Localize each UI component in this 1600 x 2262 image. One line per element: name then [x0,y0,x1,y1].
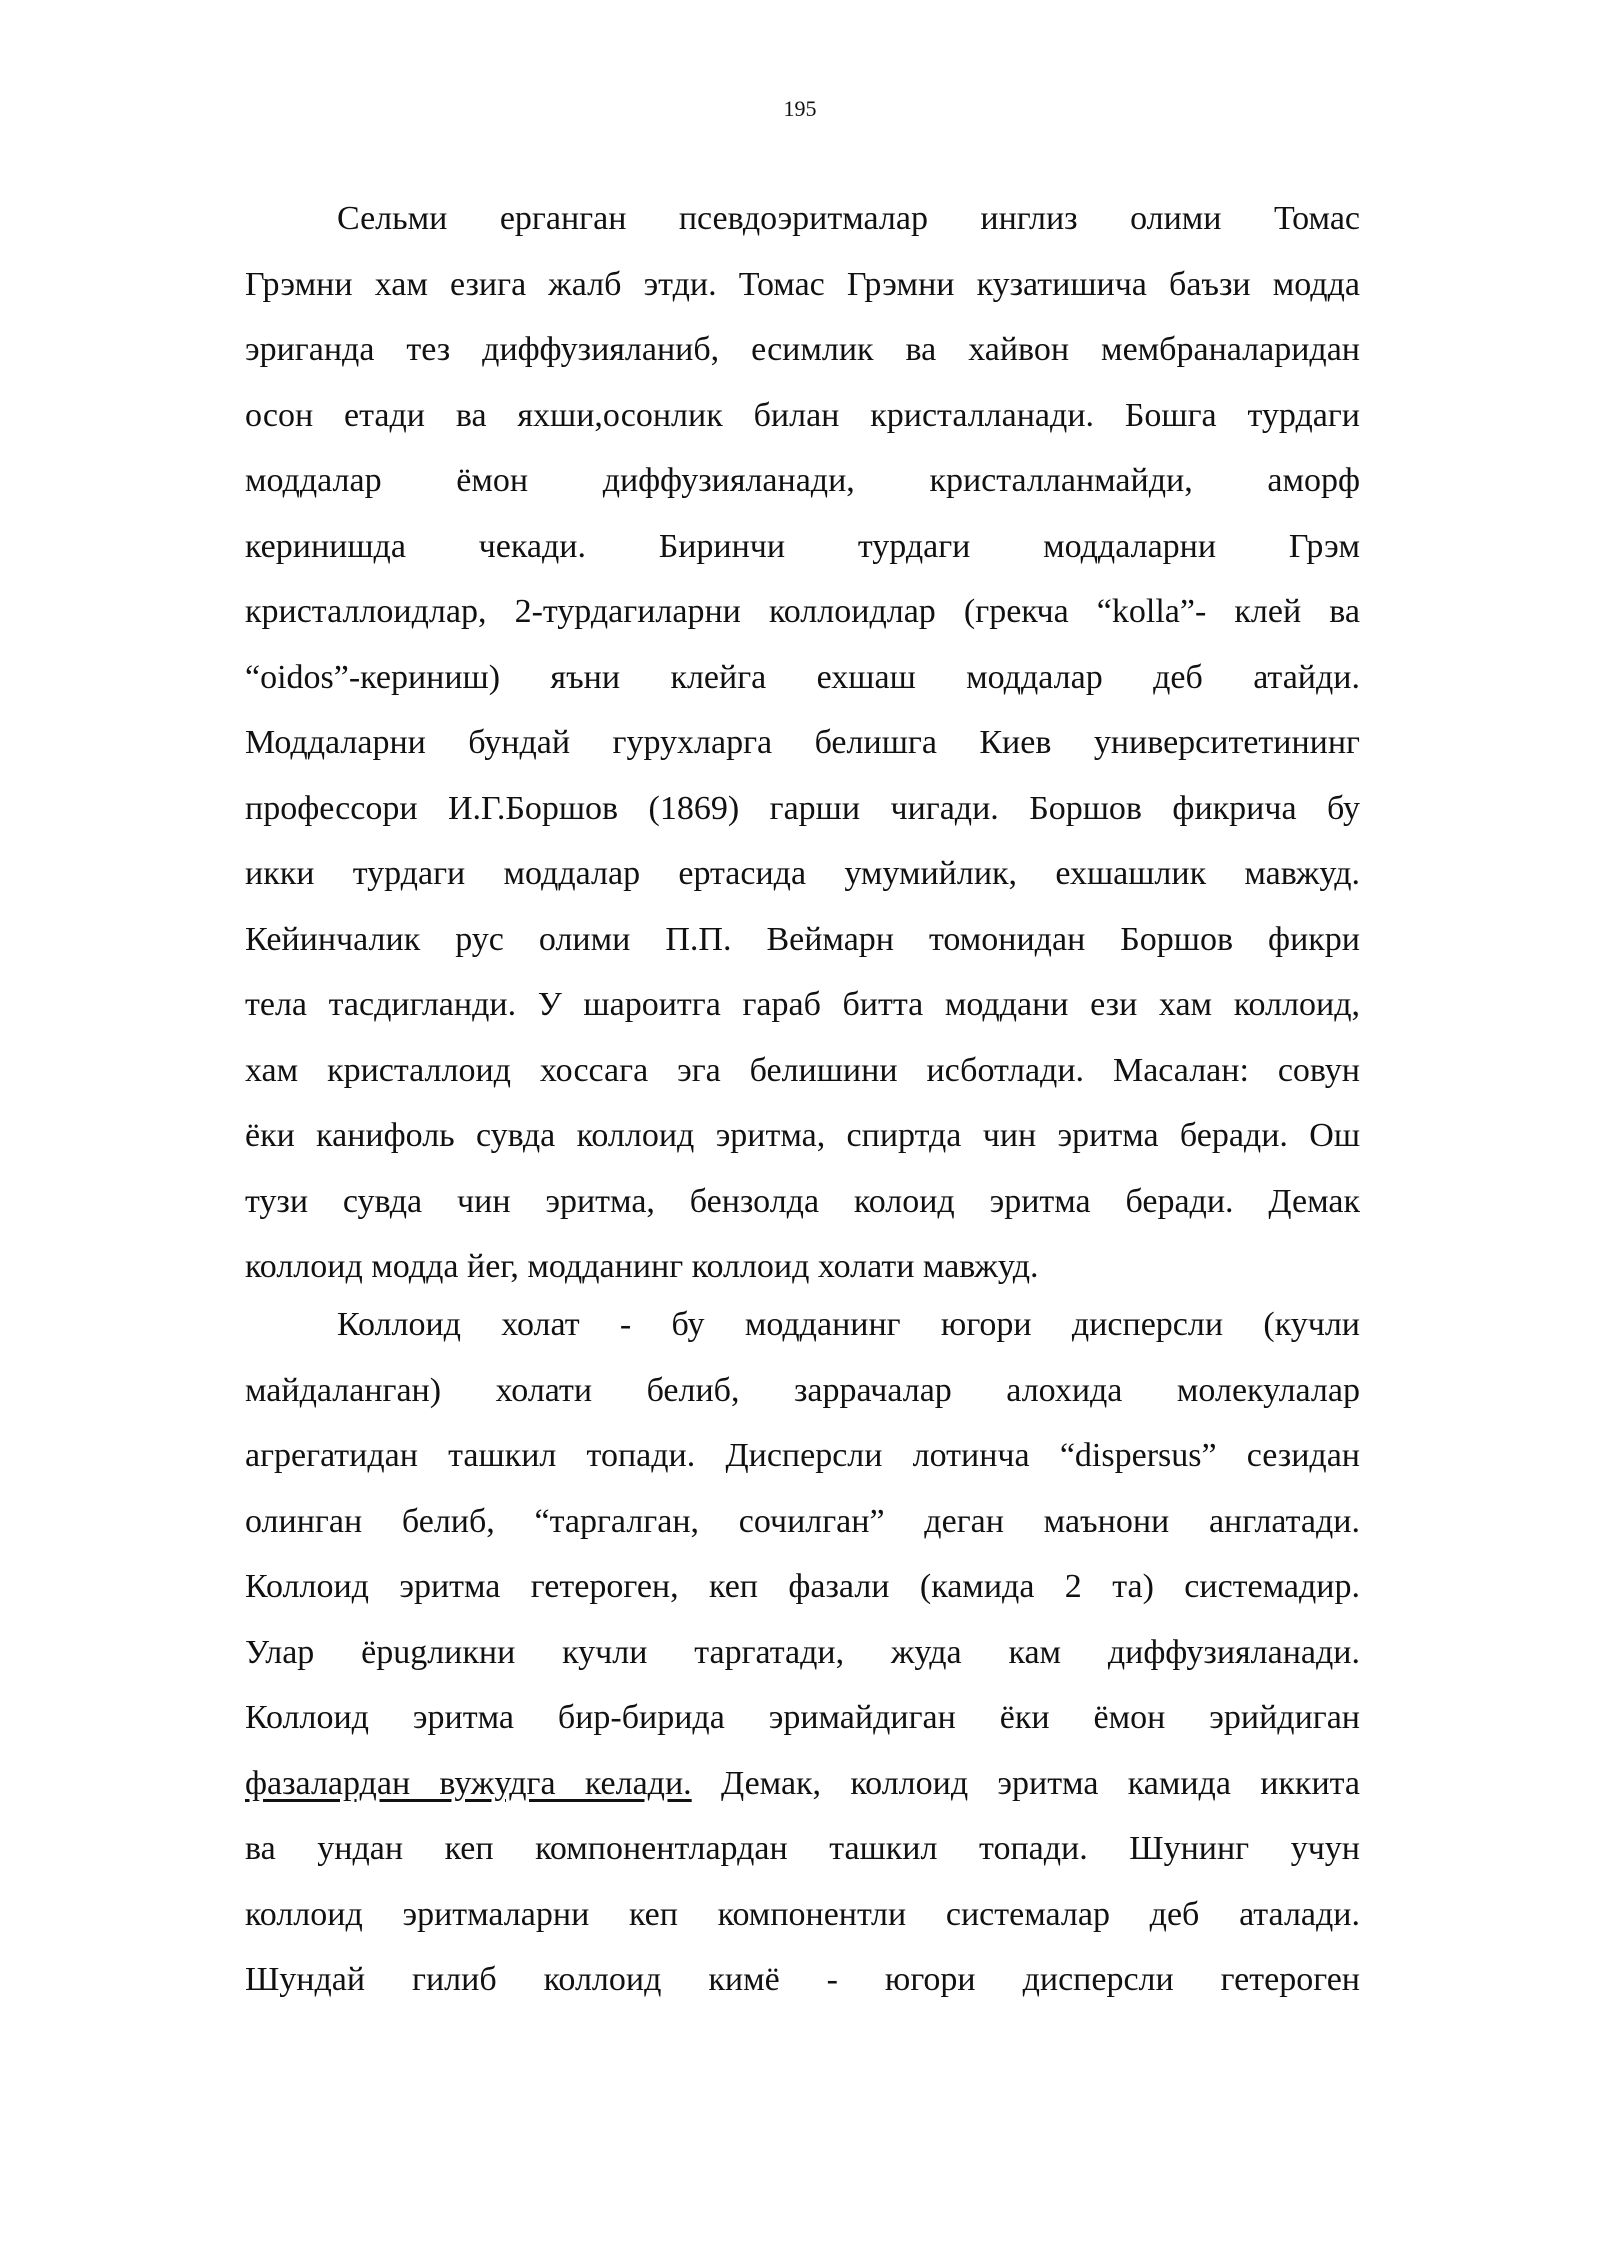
text-line: кристаллоидлар, 2-турдагиларни коллоидлар (грекча “kolla”- клей ва [245,593,1360,630]
text-line: ва ундан кеп компонентлардан ташкил топади. Шунинг учун [245,1830,1360,1867]
text-line: майдаланган) холати белиб, заррачалар алохида молекулалар [245,1371,1360,1409]
text-line: хам кристаллоид хоссага эга белишини исботлади. Масалан: совун [245,1051,1360,1089]
text-line: Коллоид холат - бу модданинг югори дисперсли (кучли [337,1306,1360,1343]
text-line: олинган белиб, “таргалган, сочилган” деган маънони англатади. [245,1502,1360,1540]
paragraph-2 [245,1292,1360,2013]
text-line: коллоид модда йег, модданинг коллоид холати мавжуд. [245,1248,1039,1285]
text-line: Сельми ерганган псевдоэритмалар инглиз олими Томас [337,200,1360,237]
text-line: тела тасдигланди. У шароитга гараб битта моддани ези хам коллоид, [245,986,1360,1023]
text-line: “oidos”-кериниш) яъни клейга ехшаш моддалар деб атайди. [245,658,1360,696]
page-number: 195 [783,96,817,121]
text-line: икки турдаги моддалар ертасида умумийлик, ехшашлик мавжуд. [245,855,1360,892]
text-line: Моддаларни бундай гурухларга белишга Киев университетининг [245,724,1360,761]
paragraph-1 [245,186,1360,1300]
text-line: профессори И.Г.Боршов (1869) гарши чигади. Боршов фикрича бу [245,789,1360,827]
text-line: осон етади ва яхши,осонлик билан кристалланади. Бошга турдаги [245,396,1360,434]
text-line: Коллоид эритма бир-бирида эримайдиган ёки ёмон эрийдиган [245,1699,1360,1736]
text-line: Шундай гилиб коллоид кимё - югори дисперсли гетероген [245,1961,1360,1998]
text-line: керинишда чекади. Биринчи турдаги моддаларни Грэм [245,527,1360,565]
text-line: агрегатидан ташкил топади. Дисперсли лотинча “dispersus” сезидан [245,1437,1360,1474]
text-line: Коллоид эритма гетероген, кеп фазали (камида 2 та) системадир. [245,1568,1360,1605]
text-line: Улар ёрugликни кучли таргатади, жуда кам диффузияланади. [245,1633,1360,1671]
text-line: тузи сувда чин эритма, бензолда колоид эритма беради. Демак [245,1182,1360,1220]
text-line: Грэмни хам езига жалб этди. Томас Грэмни кузатишича баъзи модда [245,265,1360,303]
text-fragment: Демак, коллоид эритма камида иккита [691,1764,1361,1802]
text-line: коллоид эритмаларни кеп компонентли системалар деб аталади. [245,1895,1360,1933]
text-line: моддалар ёмон диффузияланади, кристалланмайди, аморф [245,462,1360,499]
text-line: ёки канифоль сувда коллоид эритма, спиртда чин эритма беради. Ош [245,1117,1360,1154]
text-line-with-underline [245,1751,1360,1817]
text-line: эриганда тез диффузияланиб, есимлик ва хайвон мембраналаридан [245,331,1360,368]
text-line: Кейинчалик рус олими П.П. Веймарн томонидан Боршов фикри [245,920,1360,958]
underlined-text: фазалардан вужудга келади. [245,1764,692,1802]
